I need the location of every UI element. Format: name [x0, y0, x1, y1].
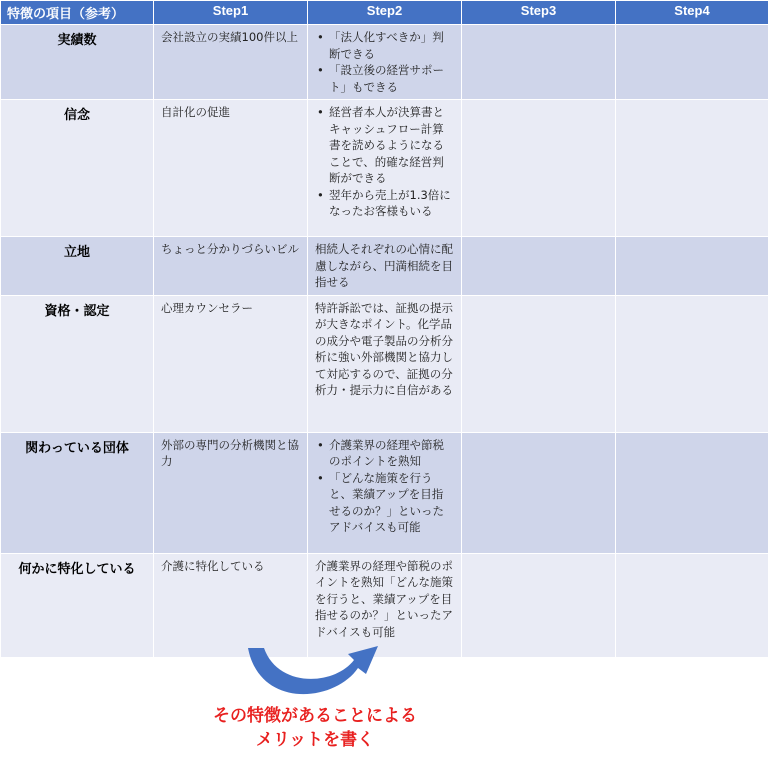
caption-line2: メリットを書く: [255, 730, 375, 750]
step2-cell: [308, 432, 462, 553]
step4-cell: [616, 100, 768, 237]
list-item: • 「設立後の経営サポート」もできる: [329, 62, 454, 95]
step1-cell: 会社設立の実績100件以上: [154, 25, 308, 100]
step1-cell: 心理カウンセラー: [154, 295, 308, 432]
step4-cell: [616, 553, 768, 657]
step2-cell: 特許訴訟では、証拠の提示が大きなポイント。化学品の成分や電子製品の分析分析に強い外部機関と協力して対応するので、証拠の分析力・提示力に自信がある: [308, 295, 462, 432]
header-step1: Step1: [154, 1, 308, 25]
row-label: 立地: [1, 237, 154, 296]
step3-cell: [462, 25, 616, 100]
header-step2: Step2: [308, 1, 462, 25]
step2-cell: 相続人それぞれの心情に配慮しながら、円満相続を目指せる: [308, 237, 462, 296]
header-step4: Step4: [616, 1, 768, 25]
step2-cell: [308, 25, 462, 100]
header-feature-item: 特徴の項目（参考）: [1, 1, 154, 25]
step3-cell: [462, 295, 616, 432]
step1-cell: 自計化の促進: [154, 100, 308, 237]
row-label: 信念: [1, 100, 154, 237]
step2-cell: 介護業界の経理や節税のポイントを熟知「どんな施策を行うと、業績アップを目指せるのか？」といったアドバイスも可能: [308, 553, 462, 657]
caption-line1: その特徴があることによる: [213, 706, 417, 726]
table-row: [1, 100, 768, 237]
header-row: [1, 1, 768, 25]
list-item: • 「法人化すべきか」判断できる: [329, 29, 454, 62]
step3-cell: [462, 553, 616, 657]
step2-cell: [308, 100, 462, 237]
list-item: • 「どんな施策を行うと、業績アップを目指せるのか？」といったアドバイスも可能: [329, 470, 454, 536]
table-row: [1, 432, 768, 553]
table-row: [1, 25, 768, 100]
step4-cell: [616, 237, 768, 296]
step4-cell: [616, 25, 768, 100]
row-label: 実績数: [1, 25, 154, 100]
row-label: 関わっている団体: [1, 432, 154, 553]
list-item: • 経営者本人が決算書とキャッシュフロー計算書を読めるようになることで、的確な経営判断ができる: [329, 104, 454, 187]
benefit-caption: [150, 704, 480, 752]
header-step3: Step3: [462, 1, 616, 25]
step3-cell: [462, 432, 616, 553]
list-item: • 介護業界の経理や節税のポイントを熟知: [329, 437, 454, 470]
curved-u-turn-arrow-icon: [240, 640, 390, 700]
step4-cell: [616, 295, 768, 432]
step4-cell: [616, 432, 768, 553]
step1-cell: 介護に特化している: [154, 553, 308, 657]
step3-cell: [462, 100, 616, 237]
row-label: 何かに特化している: [1, 553, 154, 657]
step1-cell: ちょっと分かりづらいビル: [154, 237, 308, 296]
list-item: • 翌年から売上が1.3倍になったお客様もいる: [329, 187, 454, 220]
step3-cell: [462, 237, 616, 296]
step1-cell: 外部の専門の分析機関と協力: [154, 432, 308, 553]
table-row: [1, 295, 768, 432]
row-label: 資格・認定: [1, 295, 154, 432]
table-row: [1, 237, 768, 296]
